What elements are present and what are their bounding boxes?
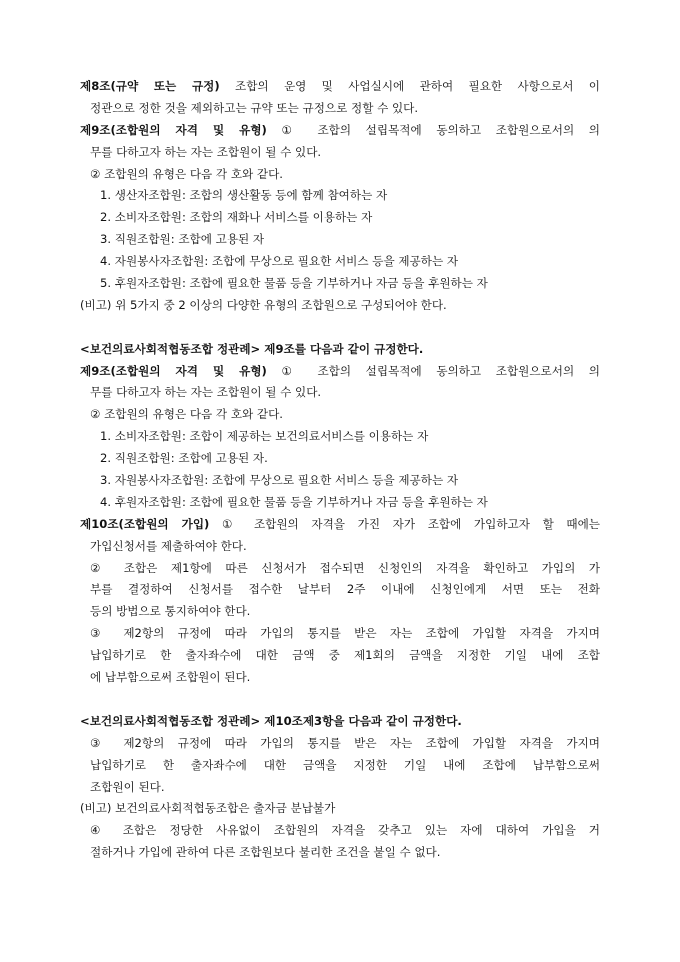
article-9b-heading: 제9조(조합원의 자격 및 유형) bbox=[80, 363, 267, 378]
article-8-line-1: 제8조(규약 또는 규정) 조합의 운영 및 사업실시에 관하여 필요한 사항으로서 이 bbox=[80, 79, 600, 93]
section-2-note: (비고) 보건의료사회적협동조합은 출자금 분납불가 bbox=[80, 801, 336, 816]
article-10-paragraph-3-line-3: 에 납부함으로써 조합원이 된다. bbox=[90, 670, 251, 685]
section-2-paragraph-3-line-1: ③ 제2항의 규정에 따라 가입의 통지를 받은 자는 조합에 가입할 자격을 가지며 bbox=[90, 735, 600, 750]
article-10-paragraph-2-line-1: ② 조합은 제1항에 따른 신청서가 접수되면 신청인의 자격을 확인하고 가입의 가 bbox=[90, 560, 600, 575]
list-item: 4. 후원자조합원: 조합에 필요한 물품 등을 기부하거나 자금 등을 후원하는 자 bbox=[100, 494, 488, 509]
list-item: 2. 직원조합원: 조합에 고용된 자. bbox=[100, 451, 268, 466]
article-10-paragraph-3-line-2: 납입하기로 한 출자좌수에 대한 금액 중 제1회의 금액을 지정한 기일 내에 조합 bbox=[90, 648, 600, 663]
section-2-paragraph-4-line-2: 절하거나 가입에 관하여 다른 조합원보다 불리한 조건을 붙일 수 없다. bbox=[90, 845, 441, 860]
article-8-line-2: 정관으로 정한 것을 제외하고는 규약 또는 규정으로 정할 수 있다. bbox=[90, 100, 419, 115]
article-9a-line-2: 무를 다하고자 하는 자는 조합원이 될 수 있다. bbox=[90, 144, 322, 159]
spacer bbox=[80, 689, 600, 711]
article-10-paragraph-2-line-3: 등의 방법으로 통지하여야 한다. bbox=[90, 604, 251, 619]
article-10-line-2: 가입신청서를 제출하여야 한다. bbox=[90, 538, 247, 553]
article-10-paragraph-3-line-1: ③ 제2항의 규정에 따라 가입의 통지를 받은 자는 조합에 가입할 자격을 가지며 bbox=[90, 626, 600, 641]
article-10-line-1: 제10조(조합원의 가입) ① 조합원의 자격을 가진 자가 조합에 가입하고자 할 때에는 bbox=[80, 516, 600, 531]
list-item: 2. 소비자조합원: 조합의 재화나 서비스를 이용하는 자 bbox=[100, 210, 373, 225]
list-item: 1. 소비자조합원: 조합이 제공하는 보건의료서비스를 이용하는 자 bbox=[100, 429, 429, 444]
article-10-paragraph-2-line-2: 부를 결정하여 신청서를 접수한 날부터 2주 이내에 신청인에게 서면 또는 전화 bbox=[90, 582, 600, 597]
section-2-paragraph-3-line-3: 조합원이 된다. bbox=[90, 779, 165, 794]
article-9a-note: (비고) 위 5가지 중 2 이상의 다양한 유형의 조합원으로 구성되어야 한다. bbox=[80, 297, 447, 312]
article-9b-line-2: 무를 다하고자 하는 자는 조합원이 될 수 있다. bbox=[90, 385, 322, 400]
list-item: 4. 자원봉사자조합원: 조합에 무상으로 필요한 서비스 등을 제공하는 자 bbox=[100, 254, 459, 269]
section-2-paragraph-3-line-2: 납입하기로 한 출자좌수에 대한 금액을 지정한 기일 내에 조합에 납부함으로써 bbox=[90, 757, 600, 772]
section-2-heading: <보건의료사회적협동조합 정관례> 제10조제3항을 다음과 같이 규정한다. bbox=[80, 713, 462, 728]
list-item: 3. 자원봉사자조합원: 조합에 무상으로 필요한 서비스 등을 제공하는 자 bbox=[100, 473, 459, 488]
list-item: 5. 후원자조합원: 조합에 필요한 물품 등을 기부하거나 자금 등을 후원하는 자 bbox=[100, 276, 488, 291]
article-8-heading: 제8조(규약 또는 규정) bbox=[80, 79, 220, 93]
article-9b-line-1: 제9조(조합원의 자격 및 유형) ① 조합의 설립목적에 동의하고 조합원으로서의 의 bbox=[80, 363, 600, 378]
list-item: 3. 직원조합원: 조합에 고용된 자 bbox=[100, 232, 265, 247]
article-9b-paragraph-2: ② 조합원의 유형은 다음 각 호와 같다. bbox=[90, 407, 283, 422]
article-9a-paragraph-2: ② 조합원의 유형은 다음 각 호와 같다. bbox=[90, 166, 283, 181]
section-2-paragraph-4-line-1: ④ 조합은 정당한 사유없이 조합원의 자격을 갖추고 있는 자에 대하여 가입을 거 bbox=[90, 823, 600, 838]
article-10-heading: 제10조(조합원의 가입) bbox=[80, 516, 210, 531]
list-item: 1. 생산자조합원: 조합의 생산활동 등에 함께 참여하는 자 bbox=[100, 188, 388, 203]
article-9a-heading: 제9조(조합원의 자격 및 유형) bbox=[80, 122, 267, 137]
article-9a-line-1: 제9조(조합원의 자격 및 유형) ① 조합의 설립목적에 동의하고 조합원으로서의 의 bbox=[80, 122, 600, 137]
section-1-heading: <보건의료사회적협동조합 정관례> 제9조를 다음과 같이 규정한다. bbox=[80, 341, 424, 356]
spacer bbox=[80, 317, 600, 339]
